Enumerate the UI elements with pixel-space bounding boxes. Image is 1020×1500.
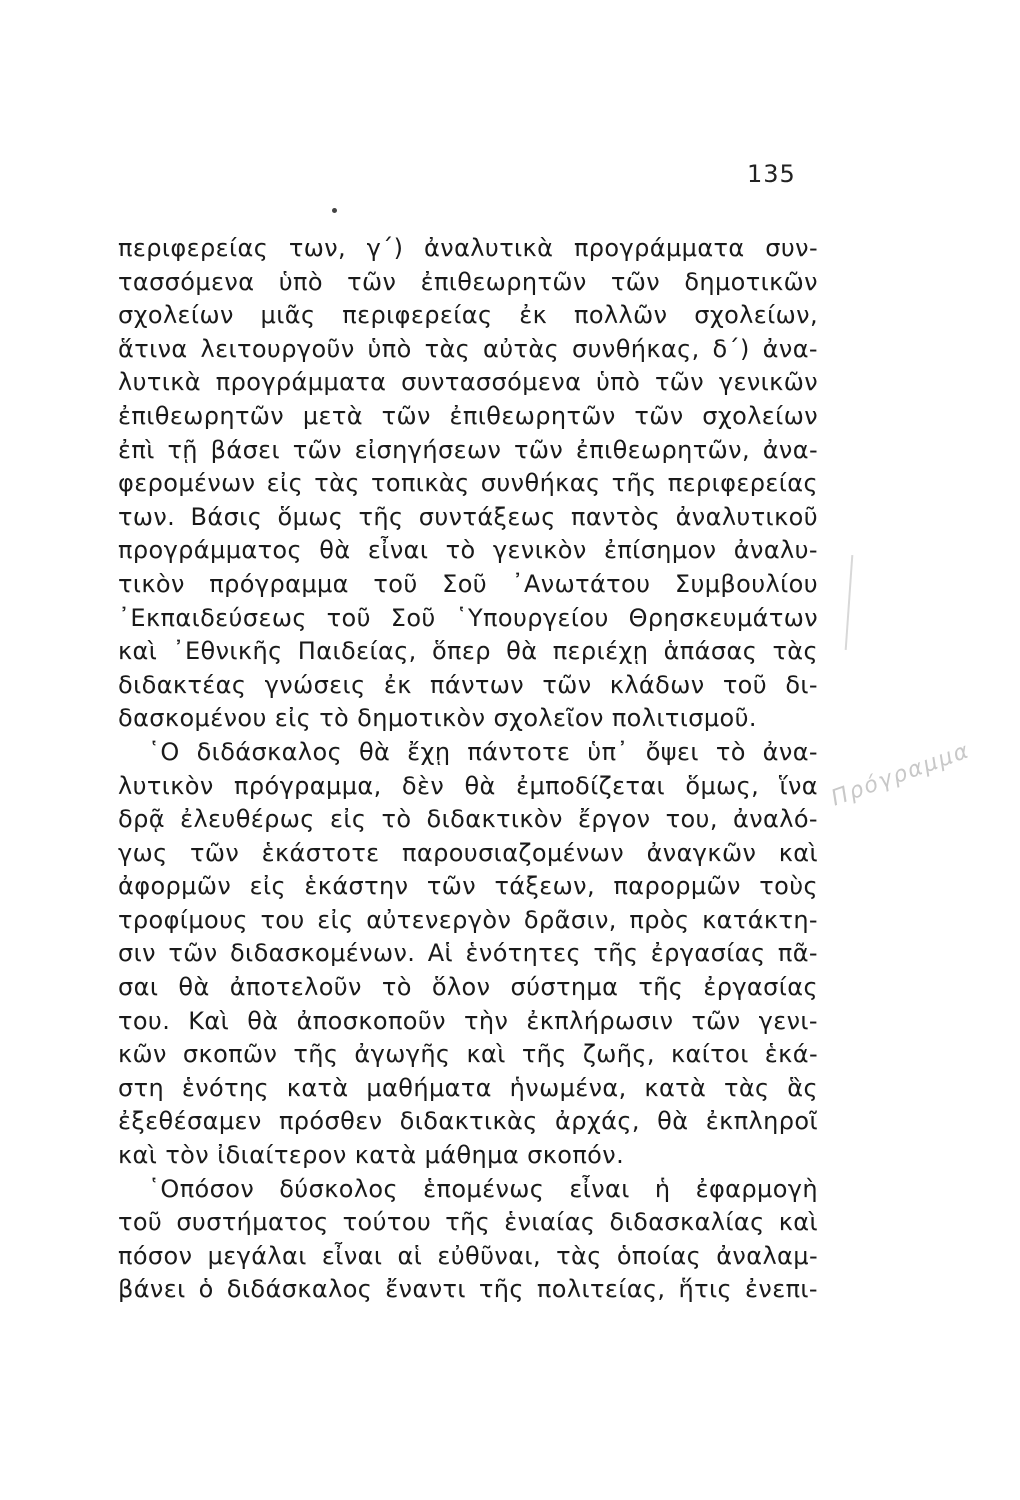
text-line: τασσόμενα ὑπὸ τῶν ἐπιθεωρητῶν τῶν δημοτικῶν bbox=[118, 267, 818, 296]
text-line: ἀφορμῶν εἰς ἑκάστην τῶν τάξεων, παρορμῶν τοὺς bbox=[118, 872, 818, 901]
text-line: καὶ τὸν ἰδιαίτερον κατὰ μάθημα σκοπόν. bbox=[118, 1141, 625, 1170]
paragraph bbox=[118, 1173, 818, 1307]
text-line: λυτικὸν πρόγραμμα, δὲν θὰ ἐμποδίζεται ὅμως, ἵνα bbox=[118, 771, 818, 800]
text-line: πόσον μεγάλαι εἶναι αἱ εὐθῦναι, τὰς ὁποίας ἀναλαμ- bbox=[118, 1241, 818, 1270]
margin-pencil-mark bbox=[845, 555, 854, 650]
text-line: των. Βάσις ὅμως τῆς συντάξεως παντὸς ἀναλυτικοῦ bbox=[118, 502, 818, 531]
page-number: 135 bbox=[747, 160, 796, 188]
text-line: δρᾷ ἐλευθέρως εἰς τὸ διδακτικὸν ἔργον του, ἀναλό- bbox=[118, 805, 818, 834]
text-line: ῾Οπόσον δύσκολος ἑπομένως εἶναι ἡ ἐφαρμογὴ bbox=[148, 1174, 818, 1203]
text-line: τροφίμους του εἰς αὐτενεργὸν δρᾶσιν, πρὸς κατάκτη- bbox=[118, 905, 818, 934]
text-line: σαι θὰ ἀποτελοῦν τὸ ὅλον σύστημα τῆς ἐργασίας bbox=[118, 973, 818, 1002]
text-line: διδακτέας γνώσεις ἐκ πάντων τῶν κλάδων τοῦ δι- bbox=[118, 670, 818, 699]
text-line: του. Καὶ θὰ ἀποσκοποῦν τὴν ἐκπλήρωσιν τῶν γενι- bbox=[118, 1006, 818, 1035]
text-line: καὶ ᾿Εθνικῆς Παιδείας, ὅπερ θὰ περιέχῃ ἁπάσας τὰς bbox=[118, 637, 818, 666]
text-line: ῾Ο διδάσκαλος θὰ ἔχῃ πάντοτε ὑπ᾿ ὄψει τὸ ἀνα- bbox=[148, 737, 818, 766]
text-line: λυτικὰ προγράμματα συντασσόμενα ὑπὸ τῶν γενικῶν bbox=[118, 368, 818, 397]
text-line: σχολείων μιᾶς περιφερείας ἐκ πολλῶν σχολείων, bbox=[118, 301, 818, 330]
text-line: περιφερείας των, γ΄) ἀναλυτικὰ προγράμματα συν- bbox=[118, 234, 818, 262]
body-text bbox=[118, 232, 818, 1307]
margin-annotation: Πρόγραμμα bbox=[828, 738, 974, 812]
text-line: ἐπιθεωρητῶν μετὰ τῶν ἐπιθεωρητῶν τῶν σχολείων bbox=[118, 401, 818, 430]
ink-dot bbox=[332, 208, 337, 213]
text-line: σιν τῶν διδασκομένων. Αἱ ἑνότητες τῆς ἐργασίας πᾶ- bbox=[118, 939, 818, 968]
text-line: ᾿Εκπαιδεύσεως τοῦ Σοῦ ῾Υπουργείου Θρησκευμάτων bbox=[118, 603, 818, 632]
paragraph bbox=[118, 736, 818, 1173]
text-line: γως τῶν ἑκάστοτε παρουσιαζομένων ἀναγκῶν καὶ bbox=[118, 838, 818, 867]
text-line: τοῦ συστήματος τούτου τῆς ἑνιαίας διδασκαλίας καὶ bbox=[118, 1208, 818, 1237]
text-line: ἅτινα λειτουργοῦν ὑπὸ τὰς αὐτὰς συνθήκας, δ΄) ἀνα- bbox=[118, 334, 818, 363]
paragraph bbox=[118, 232, 818, 736]
text-line: βάνει ὁ διδάσκαλος ἔναντι τῆς πολιτείας, ἥτις ἐνεπι- bbox=[118, 1275, 818, 1304]
text-line: στη ἑνότης κατὰ μαθήματα ἡνωμένα, κατὰ τὰς ἃς bbox=[118, 1073, 818, 1102]
text-line: κῶν σκοπῶν τῆς ἀγωγῆς καὶ τῆς ζωῆς, καίτοι ἑκά- bbox=[118, 1040, 818, 1069]
text-line: δασκομένου εἰς τὸ δημοτικὸν σχολεῖον πολιτισμοῦ. bbox=[118, 704, 757, 733]
text-line: φερομένων εἰς τὰς τοπικὰς συνθήκας τῆς περιφερείας bbox=[118, 469, 818, 498]
text-line: προγράμματος θὰ εἶναι τὸ γενικὸν ἐπίσημον ἀναλυ- bbox=[118, 536, 818, 565]
text-line: ἐπὶ τῇ βάσει τῶν εἰσηγήσεων τῶν ἐπιθεωρητῶν, ἀνα- bbox=[118, 435, 818, 464]
text-line: ἐξεθέσαμεν πρόσθεν διδακτικὰς ἀρχάς, θὰ ἐκπληροῖ bbox=[118, 1107, 818, 1136]
text-line: τικὸν πρόγραμμα τοῦ Σοῦ ᾿Ανωτάτου Συμβουλίου bbox=[118, 569, 818, 598]
